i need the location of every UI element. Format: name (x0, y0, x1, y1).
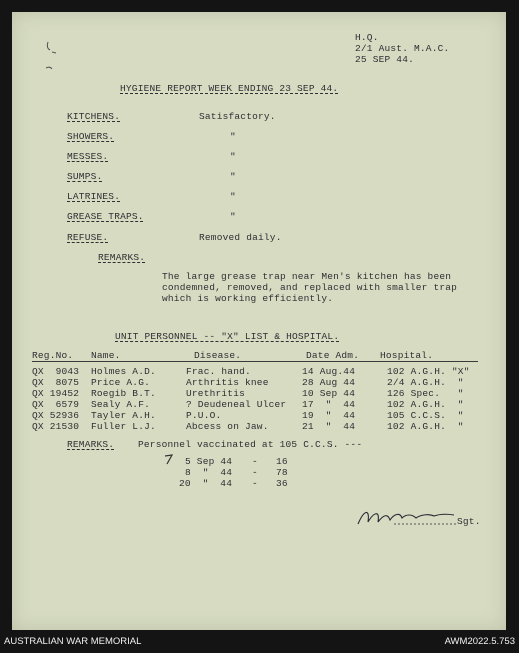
document-page (12, 12, 506, 630)
unit-remarks-label: REMARKS. (67, 439, 115, 450)
header-rule (32, 361, 478, 362)
hygiene-remarks-line-2: condemned, removed, and replaced with smaller trap (162, 282, 458, 293)
signature-rank: Sgt. (457, 516, 481, 527)
hygiene-value-showers: " (230, 131, 236, 142)
cell-date: 17 " 44 (302, 399, 356, 410)
hygiene-label-sumps: SUMPS. (67, 171, 103, 182)
cell-date: 14 Aug.44 (302, 366, 356, 377)
report-title: HYGIENE REPORT WEEK ENDING 23 SEP 44. (120, 83, 339, 94)
cell-hospital: 105 C.C.S. " (387, 410, 464, 421)
cell-name: Holmes A.D. (91, 366, 156, 377)
vaccination-dash: - (252, 478, 258, 489)
cell-disease: Arthritis knee (186, 377, 269, 388)
cell-disease: P.U.O. (186, 410, 222, 421)
vaccination-date: 5 Sep 44 (185, 456, 233, 467)
hygiene-label-showers: SHOWERS. (67, 131, 115, 142)
header-unit: 2/1 Aust. M.A.C. (355, 43, 450, 54)
hygiene-remarks-label: REMARKS. (98, 252, 146, 263)
tick-mark-icon (164, 454, 174, 466)
cell-date: 10 Sep 44 (302, 388, 356, 399)
hygiene-label-grease-traps: GREASE TRAPS. (67, 211, 144, 222)
vaccination-date: 8 " 44 (185, 467, 233, 478)
footer-institution: AUSTRALIAN WAR MEMORIAL (4, 636, 142, 647)
vaccination-count: 78 (276, 467, 288, 478)
header-name: Name. (91, 350, 121, 361)
cell-reg: QX 6579 (32, 399, 80, 410)
vaccination-count: 16 (276, 456, 288, 467)
header-hq: H.Q. (355, 32, 379, 43)
unit-remarks-text: Personnel vaccinated at 105 C.C.S. --- (138, 439, 363, 450)
hygiene-value-grease-traps: " (230, 211, 236, 222)
hygiene-value-latrines: " (230, 191, 236, 202)
unit-personnel-title: UNIT PERSONNEL -- "X" LIST & HOSPITAL. (115, 331, 340, 342)
header-disease: Disease. (194, 350, 242, 361)
cell-disease: Abcess on Jaw. (186, 421, 269, 432)
vaccination-dash: - (252, 456, 258, 467)
hygiene-label-messes: MESSES. (67, 151, 109, 162)
cell-reg: QX 9043 (32, 366, 80, 377)
cell-reg: QX 19452 (32, 388, 80, 399)
hygiene-label-kitchens: KITCHENS. (67, 111, 121, 122)
cell-name: Price A.G. (91, 377, 151, 388)
cell-hospital: 102 A.G.H. " (387, 421, 464, 432)
cell-hospital: 126 Spec. " (387, 388, 464, 399)
header-date-adm: Date Adm. (306, 350, 360, 361)
hygiene-value-kitchens: Satisfactory. (199, 111, 276, 122)
cell-disease: Frac. hand. (186, 366, 251, 377)
cell-name: Fuller L.J. (91, 421, 156, 432)
hygiene-remarks-line-3: which is working efficiently. (162, 293, 334, 304)
cell-date: 19 " 44 (302, 410, 356, 421)
cell-hospital: 2/4 A.G.H. " (387, 377, 464, 388)
cell-date: 28 Aug 44 (302, 377, 356, 388)
hygiene-value-sumps: " (230, 171, 236, 182)
hygiene-value-messes: " (230, 151, 236, 162)
hygiene-label-latrines: LATRINES. (67, 191, 121, 202)
cell-reg: QX 52936 (32, 410, 80, 421)
cell-disease: Urethritis (186, 388, 246, 399)
cell-name: Roegib B.T. (91, 388, 156, 399)
vaccination-dash: - (252, 467, 258, 478)
hygiene-remarks-line-1: The large grease trap near Men's kitchen has been (162, 271, 452, 282)
vaccination-date: 20 " 44 (179, 478, 233, 489)
margin-mark-icon (42, 36, 62, 76)
header-hospital: Hospital. (380, 350, 434, 361)
cell-name: Sealy A.F. (91, 399, 151, 410)
hygiene-value-refuse: Removed daily. (199, 232, 282, 243)
cell-name: Tayler A.H. (91, 410, 156, 421)
header-reg-no: Reg.No. (32, 350, 74, 361)
vaccination-count: 36 (276, 478, 288, 489)
cell-disease: ? Deudeneal Ulcer (186, 399, 287, 410)
cell-hospital: 102 A.G.H. " (387, 399, 464, 410)
cell-reg: QX 8075 (32, 377, 80, 388)
header-date: 25 SEP 44. (355, 54, 415, 65)
cell-date: 21 " 44 (302, 421, 356, 432)
cell-reg: QX 21530 (32, 421, 80, 432)
signature-icon (354, 506, 462, 530)
footer-reference: AWM2022.5.753 (444, 636, 515, 647)
hygiene-label-refuse: REFUSE. (67, 232, 109, 243)
cell-hospital: 102 A.G.H. "X" (387, 366, 470, 377)
